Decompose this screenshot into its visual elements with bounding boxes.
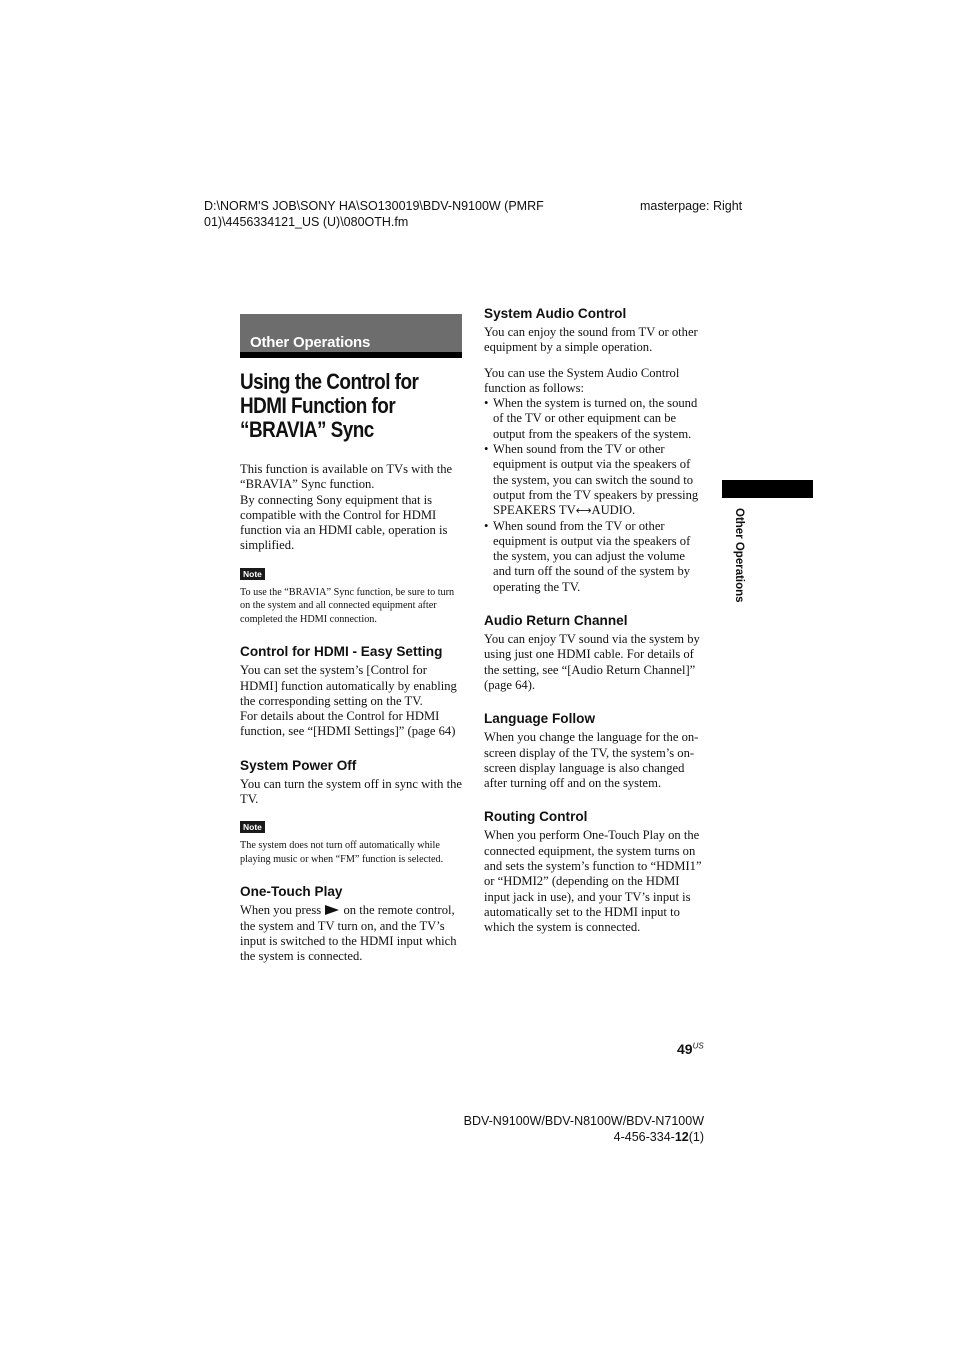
- page-number-suffix: US: [692, 1041, 704, 1051]
- file-path-line-2: 01)\4456334121_US (U)\080OTH.fm: [204, 215, 409, 229]
- footer-code: [614, 1130, 704, 1144]
- play-icon: [325, 905, 339, 915]
- easy-setting-paragraph-2: For details about the Control for HDMI function, see “[HDMI Settings]” (page 64): [240, 709, 456, 739]
- page-number-value: 49: [677, 1041, 693, 1057]
- arc-paragraph: You can enjoy TV sound via the system by using just one HDMI cable. For details of the setting, see “[Audio Return Channel]” (page 64).: [484, 632, 700, 692]
- note-badge: Note: [240, 821, 265, 833]
- intro-paragraph-1: This function is available on TVs with the “BRAVIA” Sync function.: [240, 462, 453, 492]
- footer-models: BDV-N9100W/BDV-N8100W/BDV-N7100W: [463, 1114, 704, 1128]
- intro-paragraph-2: By connecting Sony equipment that is compatible with the Control for HDMI function via an HDMI cable, operation is simplified.: [240, 492, 448, 553]
- note-text-bravia: To use the “BRAVIA” Sync function, be sure to turn on the system and all connected equipment after completed the HDMI connection.: [240, 586, 455, 625]
- sac-bullet-list: [484, 396, 706, 595]
- footer-code-post: (1): [688, 1130, 704, 1144]
- sac-bullet-2-pre: When sound from the TV or other equipment is output via the speakers of the system, you can switch the sound to output from the TV speakers by pressing SPEAKERS TV: [493, 442, 699, 518]
- sac-paragraph-2: You can use the System Audio Control function as follows:: [484, 365, 680, 395]
- one-touch-text-pre: When you press: [240, 903, 322, 918]
- side-section-label: Other Operations: [733, 508, 745, 603]
- routing-control-paragraph: When you perform One-Touch Play on the connected equipment, the system turns on and sets the system’s function to “HDMI1” or “HDMI2” (depending on the HDMI input jack in use), and your TV’s input is automatically set to the HDMI input to which the system is connected.: [484, 828, 702, 935]
- right-column: [484, 306, 706, 936]
- note-text-power-off: The system does not turn off automatically while playing music or when “FM” function is selected.: [240, 840, 444, 865]
- one-touch-text-post: on the remote control, the system and TV turn on, and the TV’s input is switched to the HDMI input which the system is connected.: [240, 903, 457, 964]
- one-touch-paragraph: [240, 903, 462, 964]
- page-title: Using the Control for HDMI Function for “BRAVIA” Sync: [240, 369, 419, 442]
- heading-easy-setting: Control for HDMI - Easy Setting: [240, 644, 443, 660]
- heading-routing-control: Routing Control: [484, 809, 588, 825]
- sac-paragraph-1: You can enjoy the sound from TV or other equipment by a simple operation.: [484, 325, 698, 355]
- section-band: Other Operations: [240, 314, 462, 358]
- footer-code-pre: 4-456-334-: [613, 1130, 675, 1144]
- list-item: • When the system is turned on, the sound of the TV or other equipment can be output from the speakers of the system.: [484, 396, 706, 442]
- left-right-arrow-icon: ⟷: [575, 504, 592, 518]
- heading-audio-return-channel: Audio Return Channel: [484, 613, 628, 629]
- power-off-paragraph: You can turn the system off in sync with the TV.: [240, 776, 463, 807]
- file-path-header: [204, 198, 584, 230]
- file-path-line-1: D:\NORM'S JOB\SONY HA\SO130019\BDV-N9100W (PMRF: [204, 199, 544, 213]
- left-column: [240, 314, 462, 965]
- page-number: [677, 1041, 704, 1057]
- heading-language-follow: Language Follow: [484, 711, 596, 727]
- side-tab-marker: [722, 480, 813, 498]
- easy-setting-paragraph-1: You can set the system’s [Control for HDMI] function automatically by enabling the corresponding setting on the TV.: [240, 663, 457, 708]
- heading-one-touch-play: One-Touch Play: [240, 884, 343, 900]
- language-follow-paragraph: When you change the language for the on-screen display of the TV, the system’s on-screen display language is also changed after turning off and on the system.: [484, 730, 699, 791]
- heading-system-power-off: System Power Off: [240, 757, 357, 773]
- footer-code-bold: 12: [674, 1130, 689, 1144]
- note-badge: Note: [240, 568, 265, 580]
- sac-bullet-2-post: AUDIO.: [591, 503, 636, 518]
- heading-system-audio-control: System Audio Control: [484, 306, 627, 321]
- list-item: [484, 442, 706, 518]
- masterpage-label: masterpage: Right: [640, 199, 743, 213]
- list-item: • When sound from the TV or other equipment is output via the speakers of the system, you can adjust the volume and turn off the sound of the system by operating the TV.: [484, 519, 706, 595]
